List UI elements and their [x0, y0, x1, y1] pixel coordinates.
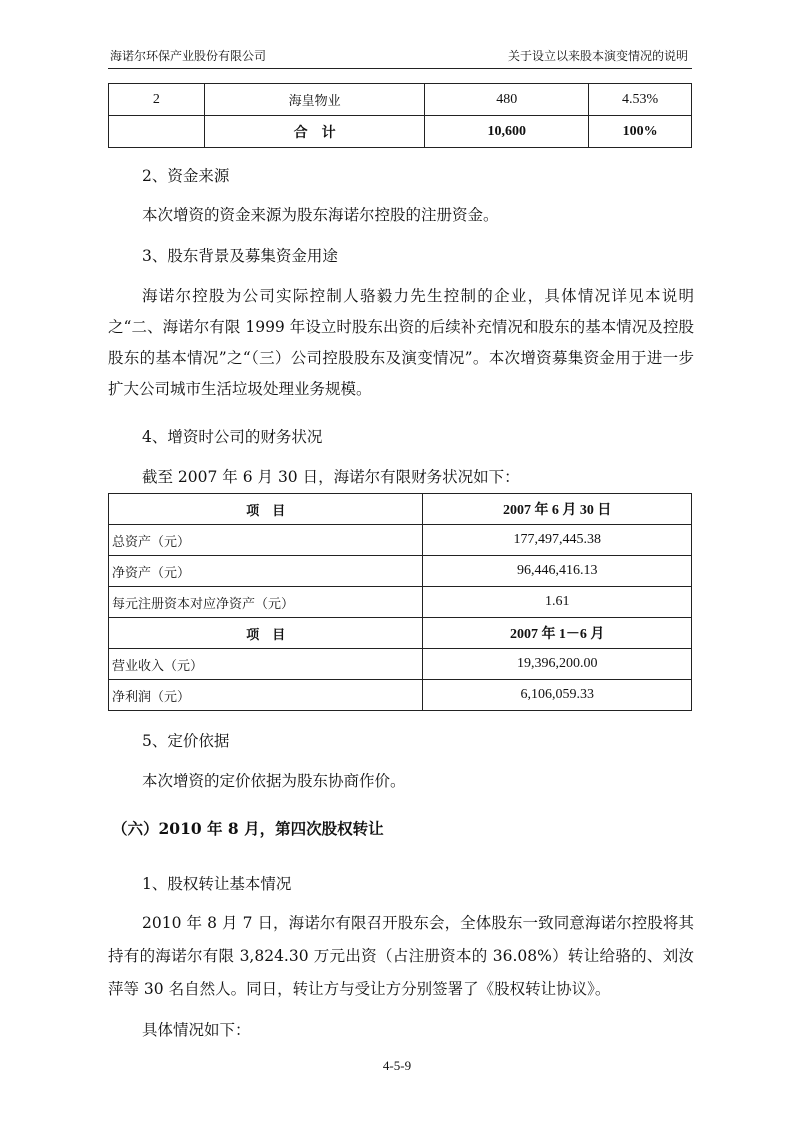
paragraph-fund-source: 本次增资的资金来源为股东海诺尔控股的注册资金。: [142, 206, 499, 224]
table-cell: [109, 116, 205, 148]
heading-transfer-basics: 1、股权转让基本情况: [142, 875, 292, 893]
table-cell: 净资产（元）: [109, 556, 423, 587]
table-cell: 480: [425, 84, 589, 116]
financial-table: [108, 493, 692, 711]
table-header-cell: 项 目: [109, 494, 423, 525]
table-cell: 海皇物业: [204, 84, 425, 116]
table-row: [109, 525, 692, 556]
header-rule: [108, 68, 692, 69]
table-cell: 177,497,445.38: [423, 525, 692, 556]
table-row: [109, 556, 692, 587]
table-cell: 19,396,200.00: [423, 649, 692, 680]
table-cell: 4.53%: [589, 84, 692, 116]
table-cell: 2: [109, 84, 205, 116]
table-cell: 营业收入（元）: [109, 649, 423, 680]
table-cell: 6,106,059.33: [423, 680, 692, 711]
table-row: [109, 649, 692, 680]
header-title: 关于设立以来股本演变情况的说明: [507, 49, 688, 63]
table-cell: 1.61: [423, 587, 692, 618]
table-header-cell: 2007 年 6 月 30 日: [423, 494, 692, 525]
table-cell: 每元注册资本对应净资产（元）: [109, 587, 423, 618]
paragraph-pricing-basis: 本次增资的定价依据为股东协商作价。: [142, 772, 406, 790]
paragraph-shareholder-background: 海诺尔控股为公司实际控制人骆毅力先生控制的企业，具体情况详见本说明之“二、海诺尔有限 1999 年设立时股东出资的后续补充情况和股东的基本情况及控股股东的基本情况”之“（三）公司控股股东及演变情况”。本次增资募集资金用于进一步扩大公司城市生活垃圾处理业务规模。: [108, 287, 694, 398]
table-cell: 100%: [589, 116, 692, 148]
section-heading-fourth-transfer: （六）2010 年 8 月，第四次股权转让: [112, 819, 384, 838]
table-header-cell: 2007 年 1－6 月: [423, 618, 692, 649]
table-row: [109, 680, 692, 711]
table-cell: 净利润（元）: [109, 680, 423, 711]
paragraph-details-intro: 具体情况如下：: [142, 1021, 251, 1039]
shareholder-table: [108, 83, 692, 148]
heading-financial-status: 4、增资时公司的财务状况: [142, 428, 323, 446]
table-header-row: [109, 618, 692, 649]
heading-shareholder-background: 3、股东背景及募集资金用途: [142, 247, 338, 265]
table-row-total: [109, 116, 692, 148]
paragraph-financial-intro: 截至 2007 年 6 月 30 日，海诺尔有限财务状况如下：: [142, 468, 520, 486]
table-row: [109, 587, 692, 618]
table-header-cell: 项 目: [109, 618, 423, 649]
paragraph-transfer-basics: 2010 年 8 月 7 日，海诺尔有限召开股东会，全体股东一致同意海诺尔控股将其持有的海诺尔有限 3,824.30 万元出资（占注册资本的 36.08%）转让给骆的、刘汝萍等 30 名自然人。同日，转让方与受让方分别签署了《股权转让协议》。: [108, 914, 694, 998]
heading-fund-source: 2、资金来源: [142, 167, 230, 185]
table-row: [109, 84, 692, 116]
page-number: 4-5-9: [382, 1058, 412, 1073]
heading-pricing-basis: 5、定价依据: [142, 732, 230, 750]
table-cell: 合 计: [204, 116, 425, 148]
table-cell: 96,446,416.13: [423, 556, 692, 587]
table-cell: 总资产（元）: [109, 525, 423, 556]
header-company: 海诺尔环保产业股份有限公司: [110, 49, 267, 63]
table-header-row: [109, 494, 692, 525]
table-cell: 10,600: [425, 116, 589, 148]
